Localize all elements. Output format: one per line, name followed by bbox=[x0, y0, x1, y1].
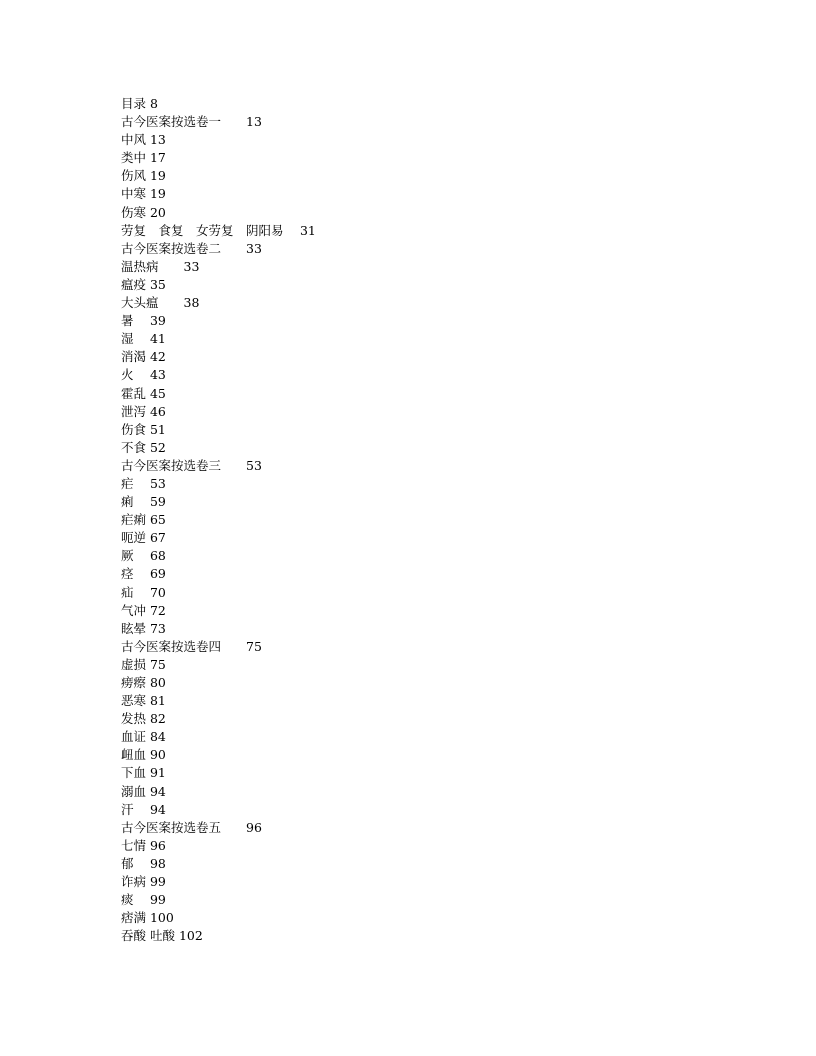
toc-entry: 痢 59 bbox=[121, 494, 166, 510]
toc-entry: 泄泻 46 bbox=[121, 403, 166, 419]
toc-entry: 伤风 19 bbox=[121, 168, 166, 184]
toc-entry: 七情 96 bbox=[121, 837, 166, 853]
toc-entry: 郁 98 bbox=[121, 855, 166, 871]
toc-entry: 霍乱 45 bbox=[121, 385, 166, 401]
toc-entry: 不食 52 bbox=[121, 439, 166, 455]
toc-entry: 目录 8 bbox=[121, 96, 158, 111]
toc-entry: 诈病 99 bbox=[121, 874, 166, 890]
toc-entry: 溺血 94 bbox=[121, 783, 166, 799]
toc-entry: 火 43 bbox=[121, 367, 166, 383]
toc-entry: 古今医案按选卷五 96 bbox=[121, 819, 262, 835]
toc-entry: 痞满 100 bbox=[121, 910, 174, 926]
toc-entry: 痰 99 bbox=[121, 892, 166, 908]
toc-entry: 古今医案按选卷一 13 bbox=[121, 114, 262, 130]
toc-entry: 中风 13 bbox=[121, 132, 166, 148]
toc-entry: 下血 91 bbox=[121, 765, 166, 781]
toc-entry: 恶寒 81 bbox=[121, 693, 166, 709]
toc-entry: 暑 39 bbox=[121, 313, 166, 329]
toc-entry: 痉 69 bbox=[121, 566, 166, 582]
toc-entry: 大头瘟 38 bbox=[121, 295, 200, 311]
toc-entry: 瘟疫 35 bbox=[121, 276, 166, 292]
toc-entry: 湿 41 bbox=[121, 331, 166, 347]
toc-entry: 眩晕 73 bbox=[121, 620, 166, 636]
toc-entry: 疝 70 bbox=[121, 584, 166, 600]
toc-entry: 厥 68 bbox=[121, 548, 166, 564]
toc-entry: 劳复 食复 女劳复 阴阳易 31 bbox=[121, 222, 316, 238]
toc-entry: 中寒 19 bbox=[121, 186, 166, 202]
toc-entry: 伤寒 20 bbox=[121, 204, 166, 220]
table-of-contents bbox=[121, 95, 316, 945]
toc-entry: 呃逆 67 bbox=[121, 530, 166, 546]
toc-entry: 温热病 33 bbox=[121, 258, 200, 274]
toc-entry: 痨瘵 80 bbox=[121, 675, 166, 690]
toc-entry: 血证 84 bbox=[121, 729, 166, 745]
toc-entry: 类中 17 bbox=[121, 150, 166, 166]
toc-entry: 吞酸 吐酸 102 bbox=[121, 928, 203, 944]
toc-entry: 古今医案按选卷四 75 bbox=[121, 638, 262, 654]
toc-entry: 衄血 90 bbox=[121, 747, 166, 763]
toc-entry: 虚损 75 bbox=[121, 656, 166, 672]
toc-entry: 古今医案按选卷二 33 bbox=[121, 240, 262, 256]
toc-entry: 发热 82 bbox=[121, 711, 166, 727]
toc-entry: 消渴 42 bbox=[121, 349, 166, 365]
toc-entry: 汗 94 bbox=[121, 801, 166, 817]
toc-entry: 疟痢 65 bbox=[121, 512, 166, 528]
toc-entry: 疟 53 bbox=[121, 475, 166, 491]
toc-entry: 伤食 51 bbox=[121, 421, 166, 437]
toc-entry: 气冲 72 bbox=[121, 602, 166, 618]
toc-entry: 古今医案按选卷三 53 bbox=[121, 457, 262, 473]
